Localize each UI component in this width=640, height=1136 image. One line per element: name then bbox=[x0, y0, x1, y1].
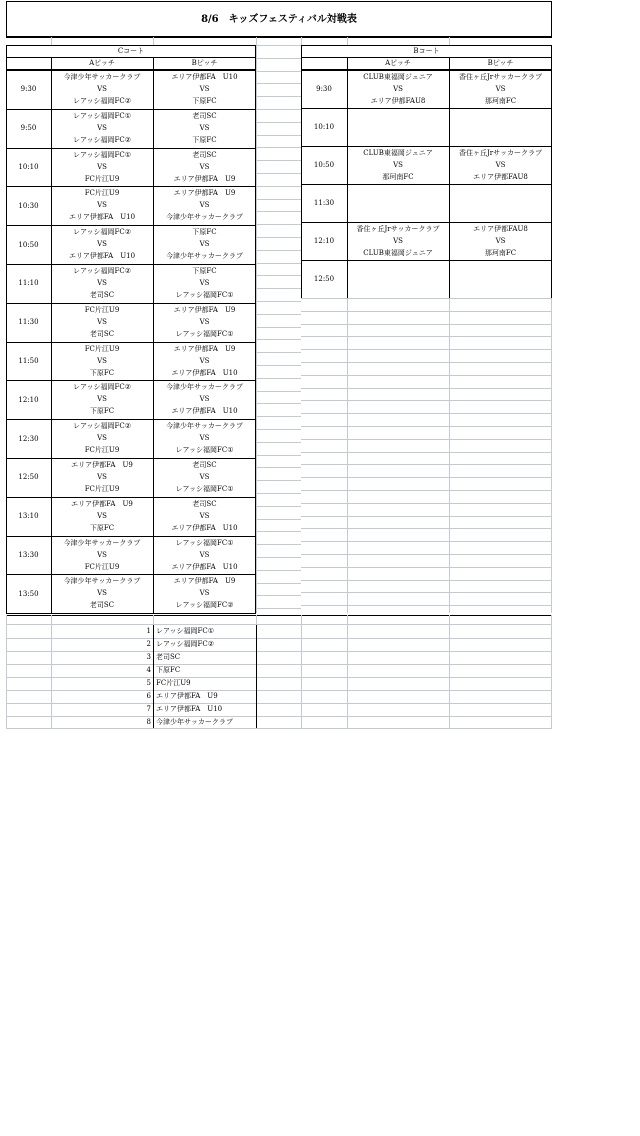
team-away: 老司SC bbox=[89, 601, 115, 610]
grid-line bbox=[256, 608, 301, 609]
team-name: エリア伊都FA U9 bbox=[156, 691, 218, 700]
grid-line bbox=[256, 480, 301, 481]
team-away: 下原FC bbox=[192, 135, 217, 144]
team-home: 今津少年サッカークラブ bbox=[63, 538, 141, 547]
team-away: レアッシ福岡FC① bbox=[175, 291, 234, 299]
team-away: エリア伊都FA U10 bbox=[68, 252, 136, 261]
rule bbox=[347, 184, 348, 223]
vs-label: VS bbox=[97, 589, 107, 598]
team-away: レアッシ福岡FC② bbox=[73, 97, 131, 105]
grid-line bbox=[256, 314, 301, 315]
team-home: 老司SC bbox=[192, 499, 217, 508]
grid-line bbox=[301, 336, 552, 337]
grid-line bbox=[256, 544, 301, 545]
grid-line bbox=[6, 716, 552, 717]
team-home: レアッシ福岡FC① bbox=[73, 111, 131, 120]
grid-line bbox=[256, 58, 301, 59]
team-home: エリア伊都FA U9 bbox=[71, 499, 133, 508]
rule bbox=[449, 108, 450, 147]
grid-line bbox=[51, 615, 52, 728]
grid-line bbox=[6, 664, 552, 665]
grid-line bbox=[6, 728, 552, 729]
grid-line bbox=[6, 651, 552, 652]
team-home: レアッシ福岡FC② bbox=[73, 422, 131, 431]
team-away: 那珂南FC bbox=[484, 249, 517, 257]
grid-line bbox=[301, 311, 552, 312]
vs-label: VS bbox=[495, 237, 506, 245]
team-number: 6 bbox=[146, 691, 151, 700]
grid-line bbox=[256, 493, 301, 494]
grid-line bbox=[301, 452, 552, 453]
vs-label: VS bbox=[393, 237, 403, 245]
team-number: 2 bbox=[146, 640, 151, 649]
team-away: エリア伊都FAU8 bbox=[370, 97, 426, 105]
grid-line bbox=[301, 426, 552, 427]
team-home: レアッシ福岡FC② bbox=[73, 383, 131, 392]
grid-line bbox=[51, 37, 52, 45]
grid-line bbox=[6, 638, 552, 639]
grid-line bbox=[256, 45, 301, 46]
vs-label: VS bbox=[199, 589, 210, 598]
grid-line bbox=[256, 237, 301, 238]
time-slot: 11:30 bbox=[313, 199, 335, 207]
spacer-rule bbox=[6, 37, 552, 38]
grid-line bbox=[153, 37, 154, 45]
b-court-label: Bコート bbox=[413, 47, 440, 55]
vs-label: VS bbox=[199, 279, 210, 287]
time-slot: 10:10 bbox=[313, 123, 335, 131]
grid-line bbox=[256, 339, 301, 340]
team-away: 老司SC bbox=[89, 291, 115, 299]
team-away: 那珂南FC bbox=[382, 173, 414, 181]
grid-line bbox=[256, 301, 301, 302]
team-away: エリア伊都FA U10 bbox=[171, 407, 238, 416]
vs-label: VS bbox=[97, 395, 107, 404]
team-home: 老司SC bbox=[192, 461, 217, 469]
time-slot: 11:10 bbox=[18, 279, 39, 288]
grid-line bbox=[301, 503, 552, 504]
team-number: 4 bbox=[146, 665, 151, 674]
team-name: 今津少年サッカークラブ bbox=[156, 717, 233, 726]
team-away: 下原FC bbox=[89, 407, 115, 416]
time-slot: 11:50 bbox=[18, 357, 39, 365]
team-name: レアッシ福岡FC② bbox=[156, 640, 214, 649]
team-home: レアッシ福岡FC① bbox=[175, 538, 234, 547]
c-court-label: Cコート bbox=[117, 47, 145, 55]
time-slot: 12:10 bbox=[18, 395, 39, 404]
time-slot: 10:10 bbox=[18, 163, 39, 171]
team-home: エリア伊都FA U10 bbox=[171, 73, 238, 81]
grid-line bbox=[256, 45, 257, 613]
grid-line bbox=[256, 467, 301, 468]
grid-line bbox=[347, 615, 348, 728]
team-list-rule bbox=[153, 625, 154, 728]
grid-line bbox=[256, 506, 301, 507]
list-top-rule bbox=[6, 615, 552, 616]
time-slot: 9:50 bbox=[20, 124, 37, 133]
team-home: エリア伊都FA U9 bbox=[173, 577, 236, 586]
time-slot: 9:30 bbox=[20, 85, 37, 94]
grid-line bbox=[256, 570, 301, 571]
grid-line bbox=[256, 378, 301, 379]
team-away: レアッシ福岡FC① bbox=[175, 485, 234, 493]
team-away: レアッシ福岡FC② bbox=[175, 601, 234, 610]
vs-label: VS bbox=[199, 511, 210, 520]
vs-label: VS bbox=[97, 240, 107, 249]
grid-line bbox=[256, 288, 301, 289]
grid-line bbox=[301, 413, 552, 414]
vs-label: VS bbox=[97, 85, 107, 93]
team-number: 7 bbox=[146, 704, 151, 713]
grid-line bbox=[256, 109, 301, 110]
team-name: エリア伊都FA U10 bbox=[156, 704, 223, 713]
vs-label: VS bbox=[97, 473, 107, 481]
vs-label: VS bbox=[495, 85, 506, 93]
grid-line bbox=[301, 400, 552, 401]
grid-line bbox=[449, 298, 450, 613]
team-name: レアッシ福岡FC① bbox=[156, 627, 214, 636]
vs-label: VS bbox=[199, 85, 210, 93]
grid-line bbox=[301, 554, 552, 555]
grid-line bbox=[256, 583, 301, 584]
vs-label: VS bbox=[199, 356, 210, 365]
team-home: FC片江U9 bbox=[84, 344, 120, 353]
grid-line bbox=[301, 362, 552, 363]
team-away: 那珂南FC bbox=[484, 97, 517, 105]
team-away: エリア伊都FA U10 bbox=[171, 368, 238, 377]
vs-label: VS bbox=[495, 161, 506, 169]
team-number: 3 bbox=[146, 653, 151, 661]
vs-label: VS bbox=[97, 434, 107, 443]
vs-label: VS bbox=[97, 162, 107, 171]
team-home: 下原FC bbox=[192, 228, 217, 237]
team-home: エリア伊都FA U9 bbox=[173, 305, 236, 314]
grid-line bbox=[449, 615, 450, 728]
team-home: 今津少年サッカークラブ bbox=[63, 577, 141, 586]
grid-line bbox=[256, 96, 301, 97]
team-name: 老司SC bbox=[156, 653, 181, 661]
vs-label: VS bbox=[97, 511, 107, 520]
team-home: 老司SC bbox=[192, 150, 217, 159]
team-home: エリア伊都FA U9 bbox=[173, 344, 236, 353]
grid-line bbox=[301, 477, 552, 478]
team-home: 今津少年サッカークラブ bbox=[63, 73, 141, 81]
grid-line bbox=[256, 595, 301, 596]
grid-line bbox=[301, 580, 552, 581]
team-home: 今津少年サッカークラブ bbox=[166, 422, 243, 431]
grid-line bbox=[301, 324, 552, 325]
grid-line bbox=[301, 349, 552, 350]
team-away: レアッシ福岡FC② bbox=[73, 135, 131, 144]
team-home: エリア伊都FA U9 bbox=[71, 461, 133, 469]
team-number: 5 bbox=[146, 678, 151, 687]
vs-label: VS bbox=[199, 201, 210, 210]
time-slot: 9:30 bbox=[316, 85, 332, 93]
b-pitch-a-header: Aピッチ bbox=[385, 59, 411, 67]
grid-line bbox=[301, 490, 552, 491]
team-away: FC片江U9 bbox=[84, 446, 120, 455]
time-slot: 13:30 bbox=[18, 551, 39, 559]
grid-line bbox=[256, 531, 301, 532]
vs-label: VS bbox=[199, 240, 210, 249]
vs-label: VS bbox=[393, 161, 403, 169]
grid-line bbox=[256, 442, 301, 443]
c-pitch-b-header: Bピッチ bbox=[191, 59, 218, 67]
grid-line bbox=[551, 615, 552, 728]
grid-line bbox=[301, 541, 552, 542]
grid-line bbox=[256, 391, 301, 392]
vs-label: VS bbox=[199, 395, 210, 404]
grid-line bbox=[256, 160, 301, 161]
grid-line bbox=[6, 677, 552, 678]
team-home: エリア伊都FA U9 bbox=[173, 189, 236, 198]
grid-line bbox=[301, 464, 552, 465]
grid-line bbox=[6, 624, 552, 625]
rule bbox=[347, 108, 348, 147]
grid-line bbox=[301, 439, 552, 440]
team-home: FC片江U9 bbox=[84, 305, 120, 314]
rule bbox=[449, 184, 450, 223]
team-home: CLUB東福岡ジュニア bbox=[363, 149, 433, 157]
vs-label: VS bbox=[199, 550, 210, 559]
grid-line bbox=[551, 298, 552, 613]
vs-label: VS bbox=[97, 356, 107, 365]
grid-line bbox=[301, 298, 552, 299]
vs-label: VS bbox=[199, 317, 210, 326]
time-slot: 10:30 bbox=[18, 201, 39, 210]
grid-line bbox=[301, 567, 552, 568]
team-home: 下原FC bbox=[192, 267, 217, 275]
grid-line bbox=[256, 557, 301, 558]
rule bbox=[449, 260, 450, 299]
time-slot: 10:50 bbox=[18, 240, 39, 249]
grid-line bbox=[256, 519, 301, 520]
grid-line bbox=[256, 135, 301, 136]
team-away: 下原FC bbox=[89, 523, 115, 532]
time-slot: 12:50 bbox=[18, 473, 39, 482]
team-number: 1 bbox=[146, 627, 151, 636]
c-pitch-a-header: Aピッチ bbox=[89, 59, 115, 67]
time-slot: 13:10 bbox=[18, 512, 39, 521]
grid-line bbox=[256, 327, 301, 328]
team-away: レアッシ福岡FC① bbox=[175, 329, 234, 338]
team-away: 老司SC bbox=[89, 329, 115, 338]
team-away: 今津少年サッカークラブ bbox=[166, 252, 243, 261]
team-away: エリア伊都FA U10 bbox=[171, 562, 238, 571]
grid-line bbox=[256, 250, 301, 251]
time-slot: 11:30 bbox=[18, 318, 39, 327]
grid-line bbox=[6, 615, 7, 728]
grid-line bbox=[256, 173, 301, 174]
grid-line bbox=[301, 592, 552, 593]
grid-line bbox=[6, 690, 552, 691]
team-away: CLUB東福岡ジュニア bbox=[363, 249, 433, 257]
grid-line bbox=[256, 429, 301, 430]
team-home: 香住ヶ丘Jrサッカークラブ bbox=[356, 225, 440, 233]
vs-label: VS bbox=[199, 123, 210, 132]
team-home: レアッシ福岡FC① bbox=[73, 150, 131, 159]
vs-label: VS bbox=[199, 162, 210, 171]
grid-line bbox=[301, 516, 552, 517]
grid-line bbox=[256, 199, 301, 200]
time-slot: 10:50 bbox=[313, 161, 335, 169]
vs-label: VS bbox=[97, 279, 107, 287]
grid-line bbox=[301, 375, 552, 376]
team-home: 香住ヶ丘Jrサッカークラブ bbox=[458, 149, 542, 157]
grid-line bbox=[256, 403, 301, 404]
grid-line bbox=[256, 186, 301, 187]
team-home: CLUB東福岡ジュニア bbox=[363, 73, 433, 81]
team-away: FC片江U9 bbox=[84, 174, 120, 183]
team-away: FC片江U9 bbox=[84, 562, 120, 571]
team-home: レアッシ福岡FC② bbox=[73, 228, 131, 237]
grid-line bbox=[256, 147, 301, 148]
team-home: 香住ヶ丘Jrサッカークラブ bbox=[458, 73, 542, 81]
team-away: エリア伊都FA U10 bbox=[68, 213, 136, 222]
grid-line bbox=[347, 37, 348, 45]
team-list-rule bbox=[256, 625, 257, 728]
time-slot: 12:30 bbox=[18, 434, 39, 443]
grid-line bbox=[256, 263, 301, 264]
team-name: FC片江U9 bbox=[156, 678, 191, 687]
team-away: エリア伊都FAU8 bbox=[473, 173, 528, 181]
grid-line bbox=[256, 37, 257, 45]
time-slot: 13:50 bbox=[18, 589, 39, 598]
grid-line bbox=[256, 275, 301, 276]
team-name: 下原FC bbox=[156, 665, 181, 674]
team-away: エリア伊都FA U9 bbox=[173, 174, 236, 183]
team-away: 今津少年サッカークラブ bbox=[166, 213, 243, 222]
team-away: 下原FC bbox=[192, 97, 217, 105]
b-pitch-b-header: Bピッチ bbox=[487, 59, 514, 67]
team-home: 今津少年サッカークラブ bbox=[166, 383, 243, 392]
grid-line bbox=[301, 37, 302, 45]
grid-line bbox=[256, 83, 301, 84]
team-number: 8 bbox=[146, 717, 151, 726]
grid-line bbox=[301, 528, 552, 529]
vs-label: VS bbox=[393, 85, 403, 93]
team-away: レアッシ福岡FC① bbox=[175, 446, 234, 455]
grid-line bbox=[256, 455, 301, 456]
vs-label: VS bbox=[97, 201, 107, 210]
vs-label: VS bbox=[97, 550, 107, 559]
team-away: 下原FC bbox=[89, 368, 115, 377]
rule bbox=[347, 260, 348, 299]
grid-line bbox=[449, 37, 450, 45]
team-home: 老司SC bbox=[192, 111, 217, 120]
grid-line bbox=[301, 388, 552, 389]
team-home: FC片江U9 bbox=[84, 189, 120, 198]
grid-line bbox=[6, 703, 552, 704]
grid-line bbox=[256, 224, 301, 225]
grid-line bbox=[347, 298, 348, 613]
time-slot: 12:10 bbox=[313, 237, 335, 245]
grid-line bbox=[256, 365, 301, 366]
page-title: 8/6 キッズフェスティバル対戦表 bbox=[6, 1, 552, 37]
grid-line bbox=[256, 122, 301, 123]
vs-label: VS bbox=[97, 317, 107, 326]
time-slot: 12:50 bbox=[313, 275, 335, 283]
vs-label: VS bbox=[97, 123, 107, 132]
grid-line bbox=[256, 71, 301, 72]
grid-line bbox=[301, 615, 302, 728]
vs-label: VS bbox=[199, 473, 210, 481]
vs-label: VS bbox=[199, 434, 210, 443]
team-home: エリア伊都FAU8 bbox=[473, 225, 528, 233]
team-home: レアッシ福岡FC② bbox=[73, 267, 131, 275]
grid-line bbox=[256, 416, 301, 417]
grid-line bbox=[256, 352, 301, 353]
grid-line bbox=[256, 211, 301, 212]
team-away: エリア伊都FA U10 bbox=[171, 523, 238, 532]
team-away: FC片江U9 bbox=[84, 485, 120, 493]
grid-line bbox=[301, 605, 552, 606]
